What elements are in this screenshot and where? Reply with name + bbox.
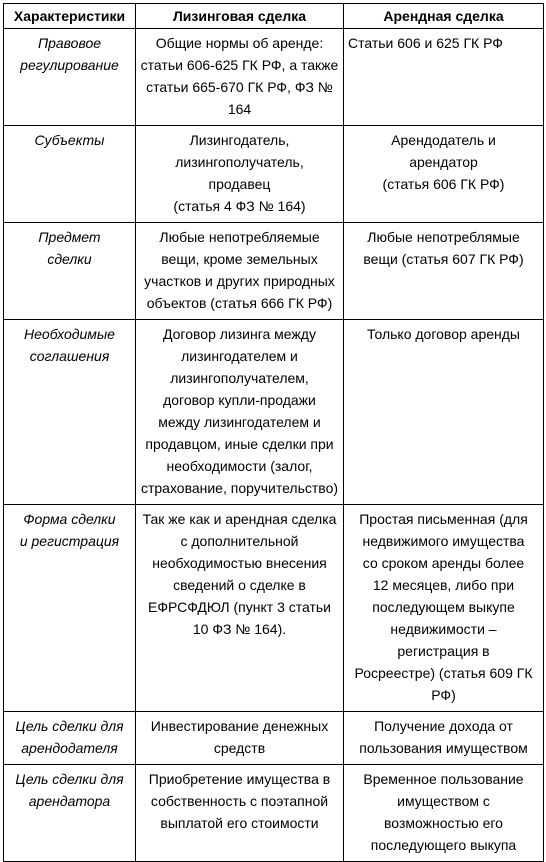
cell-line: Только договор аренды [367,326,520,342]
cell-line: регистрация в [397,643,490,659]
cell-line: регулирование [20,57,119,73]
rent-cell [344,126,544,223]
table-row [4,320,544,505]
leasing-cell [136,765,344,862]
cell-line: продавцом, иные сделки при [145,436,334,452]
cell-line: возможностью его [384,815,503,831]
table-row [4,126,544,223]
cell-line: Инвестирование денежных [150,718,329,734]
characteristic-cell [4,320,136,505]
header-characteristics: Характеристики [4,4,136,29]
cell-line: арендатор [409,154,478,170]
cell-line: 10 ФЗ № 164). [192,621,287,637]
cell-line: собственность с поэтапной [150,793,329,809]
cell-line: арендодателя [21,740,118,756]
leasing-cell [136,29,344,126]
characteristic-cell [4,712,136,765]
characteristic-cell [4,29,136,126]
cell-line: арендатора [28,793,111,809]
cell-line: вещи (статья 607 ГК РФ) [363,251,524,267]
cell-line: Лизингодатель, [189,132,290,148]
cell-line: имуществом с [397,793,490,809]
header-rent: Арендная сделка [344,4,544,29]
cell-line: лизингополучателем, [170,370,309,386]
cell-line: Форма сделки [23,511,116,527]
cell-line: 164 [227,101,252,117]
cell-line: Предмет [38,229,101,245]
cell-line: недвижимого имущества [362,533,525,549]
characteristic-cell [4,126,136,223]
cell-line: страхование, поручительство) [140,480,339,496]
cell-line: продавец [208,176,271,192]
cell-line: РФ) [431,687,456,703]
rent-cell [344,712,544,765]
cell-line: и регистрация [19,533,120,549]
cell-line: Договор лизинга между [163,326,316,342]
rent-cell [344,505,544,712]
cell-line: Арендодатель и [391,132,496,148]
cell-line: Правовое [37,35,102,51]
comparison-table [3,3,544,862]
cell-line: Росреестре) (статья 609 ГК [354,665,533,681]
cell-line: средств [213,740,266,756]
characteristic-cell [4,505,136,712]
cell-line: с дополнительной [180,533,299,549]
cell-line: Любые непотребляемые [159,229,320,245]
cell-line: выплатой его стоимости [160,815,319,831]
table-row [4,223,544,320]
cell-line: Субъекты [34,132,105,148]
rent-cell [344,29,544,126]
cell-line: Общие нормы об аренде: [155,35,324,51]
cell-line: Цель сделки для [15,771,124,787]
leasing-cell [136,505,344,712]
table-row [4,505,544,712]
cell-line: недвижимости – [390,621,497,637]
cell-line: 12 месяцев, либо при [372,577,515,593]
table-row [4,29,544,126]
cell-line: необходимости (залог, [166,458,313,474]
cell-line: участков и других природных [144,273,335,289]
cell-line: Цель сделки для [15,718,124,734]
cell-line: лизингодателем и [181,348,298,364]
cell-line: Любые непотреблямые [367,229,520,245]
cell-line: между лизингодателем и [158,414,321,430]
table-row [4,712,544,765]
cell-line: Простая письменная (для [359,511,528,527]
cell-line: последующего выкупа [370,837,517,853]
cell-line: лизингополучатель, [175,154,304,170]
cell-line: статьи 665-670 ГК РФ, ФЗ № [146,79,333,95]
cell-line: со сроком аренды более [362,555,525,571]
cell-line: объектов (статья 666 ГК РФ) [146,295,333,311]
cell-line: договор купли-продажи [163,392,316,408]
cell-line: (статья 606 ГК РФ) [382,176,505,192]
leasing-cell [136,712,344,765]
table-header-row [4,4,544,29]
cell-line: Получение дохода от [374,718,513,734]
cell-line: (статья 4 ФЗ № 164) [173,198,306,214]
cell-line: Приобретение имущества в [148,771,331,787]
cell-line: ЕФРСФДЮЛ (пункт 3 статьи [147,599,332,615]
leasing-cell [136,223,344,320]
cell-line: Так же как и арендная сделка [142,511,337,527]
cell-line: Статьи 606 и 625 ГК РФ [348,35,503,51]
characteristic-cell [4,765,136,862]
cell-line: необходимостью внесения [152,555,327,571]
cell-line: статьи 606-625 ГК РФ, а также [140,57,339,73]
rent-cell [344,765,544,862]
table-row [4,765,544,862]
cell-line: сведений о сделке в [173,577,306,593]
leasing-cell [136,320,344,505]
cell-line: Временное пользование [363,771,524,787]
rent-cell [344,320,544,505]
cell-line: соглашения [29,348,110,364]
leasing-cell [136,126,344,223]
rent-cell [344,223,544,320]
cell-line: Необходимые [24,326,115,342]
cell-line: сделки [47,251,92,267]
header-leasing: Лизинговая сделка [136,4,344,29]
characteristic-cell [4,223,136,320]
cell-line: вещи, кроме земельных [161,251,318,267]
cell-line: последующем выкупе [372,599,515,615]
cell-line: пользования имуществом [359,740,528,756]
